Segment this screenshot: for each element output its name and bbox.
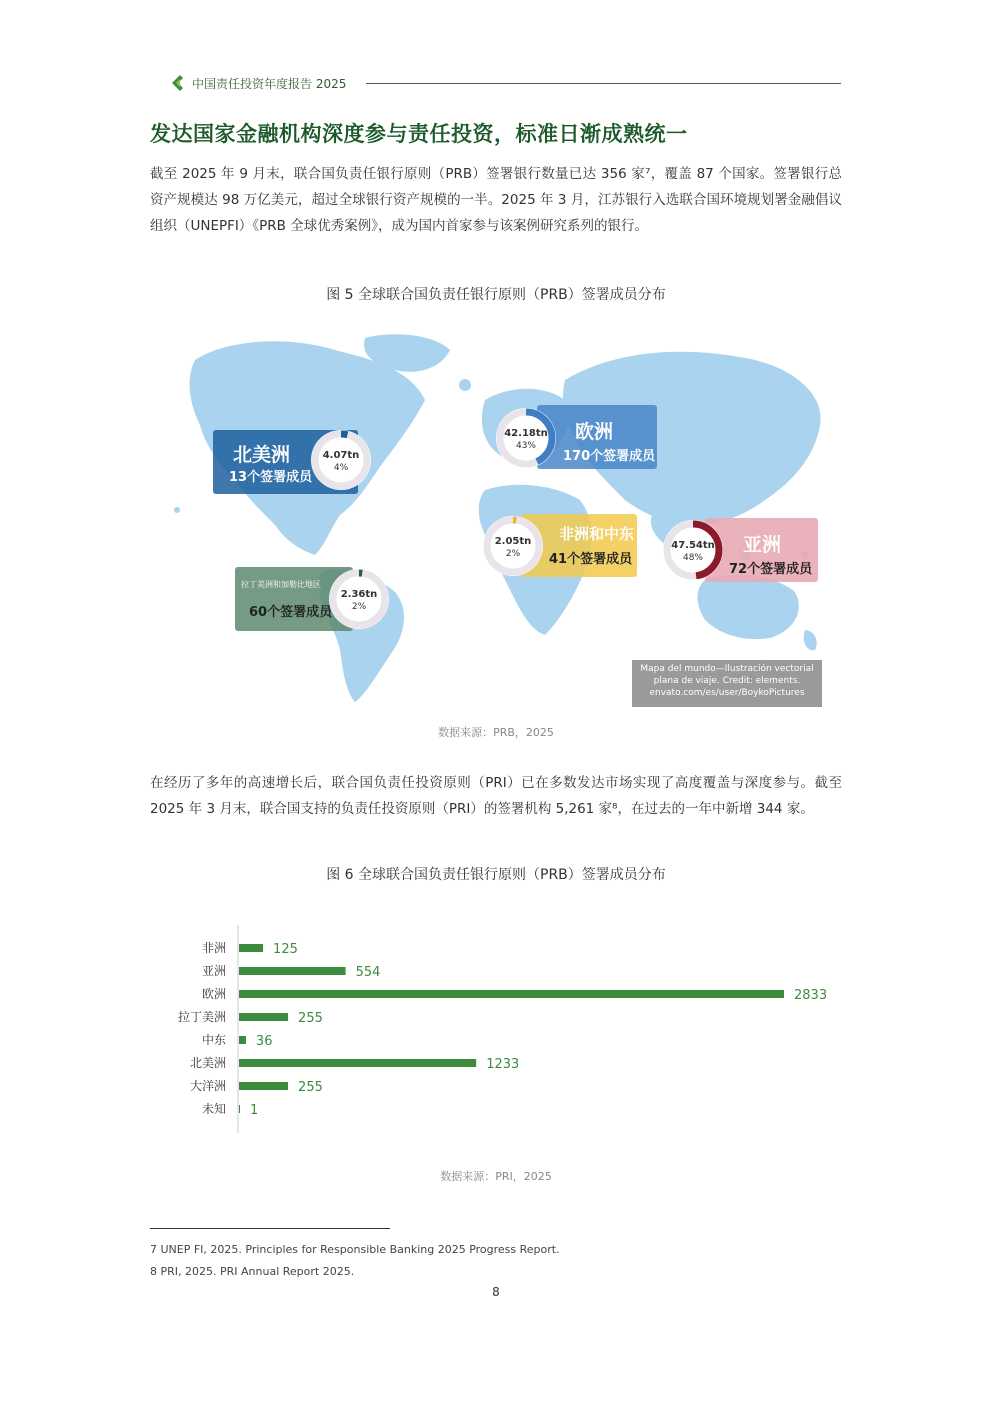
region-members: 170个签署成员 <box>563 449 656 464</box>
donut-africa-middle-east <box>480 513 546 579</box>
donut-percent: 2% <box>351 602 367 612</box>
region-name: 欧洲 <box>575 421 614 443</box>
bar <box>239 1082 288 1090</box>
donut-percent: 4% <box>333 463 349 473</box>
world-map-figure <box>165 330 830 708</box>
region-members: 13个签署成员 <box>229 470 313 485</box>
donut-north-america <box>308 427 374 493</box>
bar <box>239 990 784 998</box>
donut-latin-america <box>326 566 392 632</box>
bar-chart <box>150 925 842 1135</box>
value-label: 36 <box>255 1034 273 1049</box>
donut-asia <box>660 517 726 583</box>
figure-6-source: 数据来源：PRI，2025 <box>440 1170 552 1183</box>
category-label: 未知 <box>201 1102 226 1116</box>
paragraph-prb: 截至 2025 年 9 月末，联合国负责任银行原则（PRB）签署银行数量已达 356 家⁷，覆盖 87 个国家。签署银行总资产规模达 98 万亿美元，超过全球银行资产规模的一半。2025 年 3 月，江苏银行入选联合国环境规划署金融倡议组织（UNEPFI）《PRB 全球优秀案例》，成为国内首家参与该案例研究系列的银行。 <box>150 166 842 234</box>
bar <box>239 967 346 975</box>
page-number: 8 <box>492 1285 500 1299</box>
region-name: 北美洲 <box>233 444 291 466</box>
map-credit: Mapa del mundo—Ilustración vectorial plana de viaje. Credit: elements. envato.com/es/user/BoykoPictures <box>632 660 822 707</box>
region-members: 60个签署成员 <box>249 605 333 620</box>
value-label: 255 <box>298 1080 323 1095</box>
figure-6-title: 图 6 全球联合国负责任银行原则（PRB）签署成员分布 <box>326 867 666 883</box>
donut-percent: 48% <box>682 553 703 563</box>
value-label: 255 <box>298 1011 323 1026</box>
donut-value: 42.18tn <box>504 428 548 439</box>
donut-percent: 43% <box>515 441 536 451</box>
region-members: 41个签署成员 <box>549 552 633 567</box>
category-label: 拉丁美洲 <box>177 1010 226 1024</box>
footnote-7: 7 UNEP FI, 2025. Principles for Responsible Banking 2025 Progress Report. <box>150 1243 560 1256</box>
header-title: 中国责任投资年度报告 2025 <box>192 77 347 91</box>
category-label: 大洋洲 <box>189 1079 226 1093</box>
category-label: 非洲 <box>201 941 226 955</box>
bar-chart-svg <box>150 925 842 1135</box>
bar <box>239 1059 476 1067</box>
bar <box>239 1013 288 1021</box>
header-rule <box>366 83 841 84</box>
donut-value: 47.54tn <box>671 540 715 551</box>
figure-5-source: 数据来源：PRB，2025 <box>438 726 554 739</box>
value-label: 554 <box>355 965 381 980</box>
donut-value: 2.36tn <box>340 589 378 600</box>
value-label: 2833 <box>794 988 828 1003</box>
donut-value: 2.05tn <box>494 536 532 547</box>
section-heading: 发达国家金融机构深度参与责任投资，标准日渐成熟统一 <box>150 122 688 146</box>
category-label: 欧洲 <box>201 987 226 1001</box>
category-label: 中东 <box>201 1033 226 1047</box>
footnote-8: 8 PRI, 2025. PRI Annual Report 2025. <box>150 1265 355 1278</box>
report-logo-icon <box>170 74 184 92</box>
value-label: 1233 <box>486 1057 520 1072</box>
paragraph-pri: 在经历了多年的高速增长后，联合国负责任投资原则（PRI）已在多数发达市场实现了高度覆盖与深度参与。截至 2025 年 3 月末，联合国支持的负责任投资原则（PRI）的签署机构 5,261 家⁸，在过去的一年中新增 344 家。 <box>150 775 842 817</box>
category-label: 北美洲 <box>189 1056 226 1070</box>
bar <box>239 944 263 952</box>
region-name: 拉丁美洲和加勒比地区 <box>241 580 321 589</box>
footnote-rule <box>150 1228 390 1229</box>
region-name: 非洲和中东 <box>559 525 635 543</box>
region-name: 亚洲 <box>743 534 782 556</box>
figure-5-title: 图 5 全球联合国负责任银行原则（PRB）签署成员分布 <box>326 287 666 303</box>
donut-value: 4.07tn <box>322 450 360 461</box>
region-members: 72个签署成员 <box>729 562 813 577</box>
bar <box>239 1105 240 1113</box>
donut-percent: 2% <box>505 549 521 559</box>
bar <box>239 1036 246 1044</box>
category-label: 亚洲 <box>201 964 226 978</box>
donut-europe <box>493 405 559 471</box>
value-label: 125 <box>273 942 298 957</box>
value-label: 1 <box>250 1103 259 1118</box>
